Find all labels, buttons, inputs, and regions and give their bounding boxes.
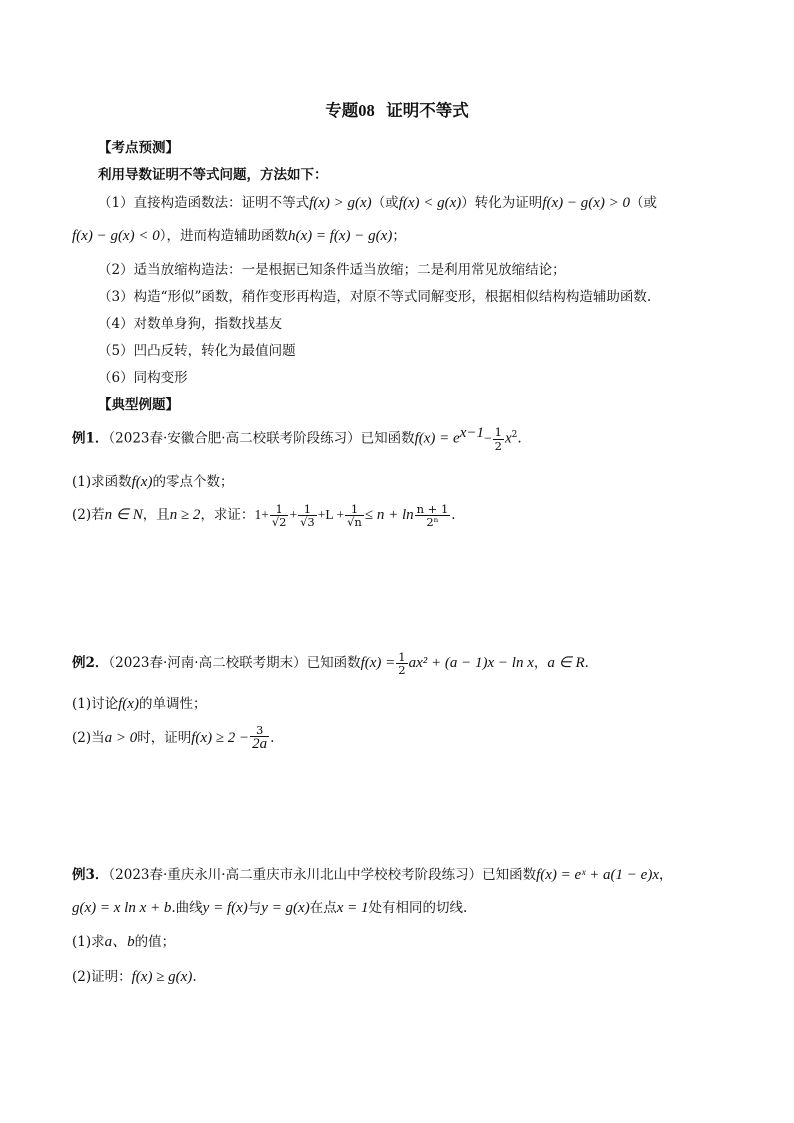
e1-q1-text-a: (1)求函数 bbox=[72, 474, 132, 490]
m1-text-b: ）转化为证明 bbox=[461, 195, 543, 211]
example2-frac-num: 1 bbox=[398, 650, 406, 664]
method-1-line2 bbox=[72, 224, 406, 245]
example2-label: 例2． bbox=[72, 655, 109, 672]
example1-minus: − bbox=[484, 430, 492, 446]
m1-h-def: h(x) = f(x) − g(x) bbox=[287, 228, 393, 244]
example2-source: （2023春·河南·高二校联考期末）已知函数 bbox=[108, 655, 361, 672]
method-2: （2）适当放缩构造法：一是根据已知条件适当放缩；二是利用常见放缩结论； bbox=[98, 262, 566, 278]
m1-text-c: ），进而构造辅助函数 bbox=[159, 228, 288, 244]
m1-diff-gt0: f(x) − g(x) > 0 bbox=[542, 195, 630, 211]
e1-q2-f3-den: √n bbox=[347, 515, 362, 530]
example1-source: （2023春·安徽合肥·高二校联考阶段练习）已知函数 bbox=[108, 430, 415, 447]
m1-or2: （或 bbox=[630, 195, 657, 211]
example2-frac-den: 2 bbox=[398, 663, 406, 678]
e1-q2-f4-den: 2ⁿ bbox=[426, 515, 439, 530]
e1-q2-rhs: ≤ n + ln bbox=[364, 507, 414, 524]
e1-q2-n-ge-2: n ≥ 2 bbox=[169, 507, 201, 524]
example3-q2 bbox=[72, 965, 197, 986]
example3-point: x = 1 bbox=[336, 900, 369, 916]
example2-statement bbox=[72, 651, 589, 676]
example1-label: 例1． bbox=[72, 430, 109, 447]
e2-q1-text-b: 的单调性； bbox=[138, 696, 207, 712]
example2-q1 bbox=[72, 692, 206, 713]
e2-q1-text-a: (1)讨论 bbox=[72, 696, 119, 712]
method-3: （3）构造“形似”函数，稍作变形再构造，对原不等式同解变形，根据相似结构构造辅助函数. bbox=[98, 289, 652, 305]
m1-f-gt-g: f(x) > g(x) bbox=[309, 195, 372, 211]
section-dianxing-heading: 【典型例题】 bbox=[98, 397, 179, 413]
example3-source: （2023春·重庆永川·高二重庆市永川北山中学校校考阶段练习）已知函数 bbox=[108, 867, 537, 883]
title-name: 证明不等式 bbox=[386, 101, 469, 120]
example3-text-a: .曲线 bbox=[171, 900, 203, 916]
m1-diff-lt0: f(x) − g(x) < 0 bbox=[72, 228, 160, 244]
e2-q2-frac-num: 3 bbox=[250, 724, 269, 737]
e1-q1-text-b: 的零点个数； bbox=[152, 474, 234, 490]
e2-q2-frac-den: 2a bbox=[252, 736, 268, 753]
example1-statement bbox=[72, 425, 522, 452]
example3-label: 例3． bbox=[72, 867, 109, 883]
e1-q2-frac4 bbox=[415, 503, 451, 528]
e1-q2-one: 1+ bbox=[254, 507, 269, 523]
e3-q1-text-b: 的值； bbox=[134, 934, 176, 950]
example3-statement-line1 bbox=[72, 863, 673, 884]
example3-curve1: y = f(x) bbox=[202, 900, 248, 916]
example1-end: . bbox=[517, 430, 522, 447]
m1-f-lt-g: f(x) < g(x) bbox=[398, 195, 462, 211]
method-5: （5）凹凸反转，转化为最值问题 bbox=[98, 343, 296, 359]
e1-q2-f3-num: 1 bbox=[345, 503, 364, 516]
e1-q2-dots: +L + bbox=[317, 507, 345, 523]
m1-text-a: （1）直接构造函数法：证明不等式 bbox=[98, 195, 310, 211]
e2-q2-end: . bbox=[270, 729, 275, 746]
example3-text-c: 在点 bbox=[309, 900, 337, 916]
example3-comma: ， bbox=[659, 867, 673, 883]
e1-q2-f2-num: 1 bbox=[298, 503, 317, 516]
e2-q2-text-b: 时，证明 bbox=[137, 729, 192, 746]
e1-q2-text-b: ，且 bbox=[142, 507, 170, 524]
section-kaodian-heading: 【考点预测】 bbox=[98, 140, 179, 156]
example3-statement-line2 bbox=[72, 896, 467, 917]
title-number: 08 bbox=[358, 101, 375, 120]
e1-q1-f: f(x) bbox=[131, 474, 153, 490]
example2-body: ax² + (a − 1)x − ln x bbox=[408, 655, 534, 672]
example2-q2 bbox=[72, 724, 274, 753]
example1-q2 bbox=[72, 503, 456, 528]
example1-x: x bbox=[504, 430, 512, 447]
e1-q2-end: . bbox=[451, 507, 456, 524]
e1-q2-plus: + bbox=[289, 507, 298, 523]
example3-g-def: g(x) = x ln x + b bbox=[72, 900, 172, 916]
example1-exp: x−1 bbox=[459, 425, 484, 441]
e1-q2-text-c: ，求证： bbox=[200, 507, 255, 524]
e2-q2-text-a: (2)当 bbox=[72, 729, 105, 746]
m1-or1: （或 bbox=[371, 195, 399, 211]
method-lead: 利用导数证明不等式问题，方法如下： bbox=[98, 167, 328, 183]
example1-fraction bbox=[493, 426, 504, 451]
e3-q1-text-a: (1)求 bbox=[72, 934, 105, 950]
page-title bbox=[0, 97, 794, 121]
example2-fraction bbox=[396, 651, 407, 676]
example1-func: f(x) = e bbox=[414, 430, 460, 447]
e2-q2-ineq: f(x) ≥ 2 − bbox=[191, 729, 250, 746]
example1-frac-num: 1 bbox=[494, 425, 502, 440]
example1-sq: 2 bbox=[511, 430, 518, 440]
example2-a-in-R: a ∈ R bbox=[547, 655, 585, 672]
example2-func: f(x) = bbox=[360, 655, 396, 672]
e1-q2-n-in-N: n ∈ N bbox=[104, 507, 143, 524]
e2-q1-f: f(x) bbox=[118, 696, 139, 712]
example2-end: . bbox=[584, 655, 589, 672]
m1-end: ； bbox=[392, 228, 406, 244]
example1-q1 bbox=[72, 470, 233, 491]
example1-frac-den: 2 bbox=[494, 438, 502, 453]
e3-q2-ineq: f(x) ≥ g(x) bbox=[131, 969, 193, 985]
method-6: （6）同构变形 bbox=[98, 370, 188, 386]
method-1-line1 bbox=[98, 191, 657, 212]
e3-q1-vars: a、b bbox=[104, 934, 135, 950]
example3-q1 bbox=[72, 930, 175, 951]
e3-q2-end: . bbox=[192, 969, 197, 985]
method-4: （4）对数单身狗，指数找基友 bbox=[98, 316, 283, 332]
e1-q2-frac3 bbox=[345, 503, 364, 528]
e1-q2-frac1 bbox=[270, 503, 289, 528]
example2-comma: ， bbox=[533, 655, 548, 672]
title-prefix: 专题 bbox=[325, 101, 359, 120]
example3-curve2: y = g(x) bbox=[261, 900, 310, 916]
e2-q2-fraction bbox=[250, 724, 269, 753]
e1-q2-f1-den: √2 bbox=[271, 515, 287, 530]
example3-text-b: 与 bbox=[247, 900, 262, 916]
e3-q2-text-a: (2)证明： bbox=[72, 969, 132, 985]
e1-q2-frac2 bbox=[298, 503, 317, 528]
e1-q2-f1-num: 1 bbox=[270, 503, 289, 516]
e1-q2-f2-den: √3 bbox=[300, 515, 315, 530]
example3-func: f(x) = eˣ + a(1 − e)x bbox=[536, 867, 659, 883]
e2-q2-cond: a > 0 bbox=[104, 729, 138, 746]
e1-q2-text-a: (2)若 bbox=[72, 507, 105, 524]
e1-q2-f4-num: n + 1 bbox=[416, 502, 449, 516]
example3-text-d: 处有相同的切线. bbox=[368, 900, 468, 916]
